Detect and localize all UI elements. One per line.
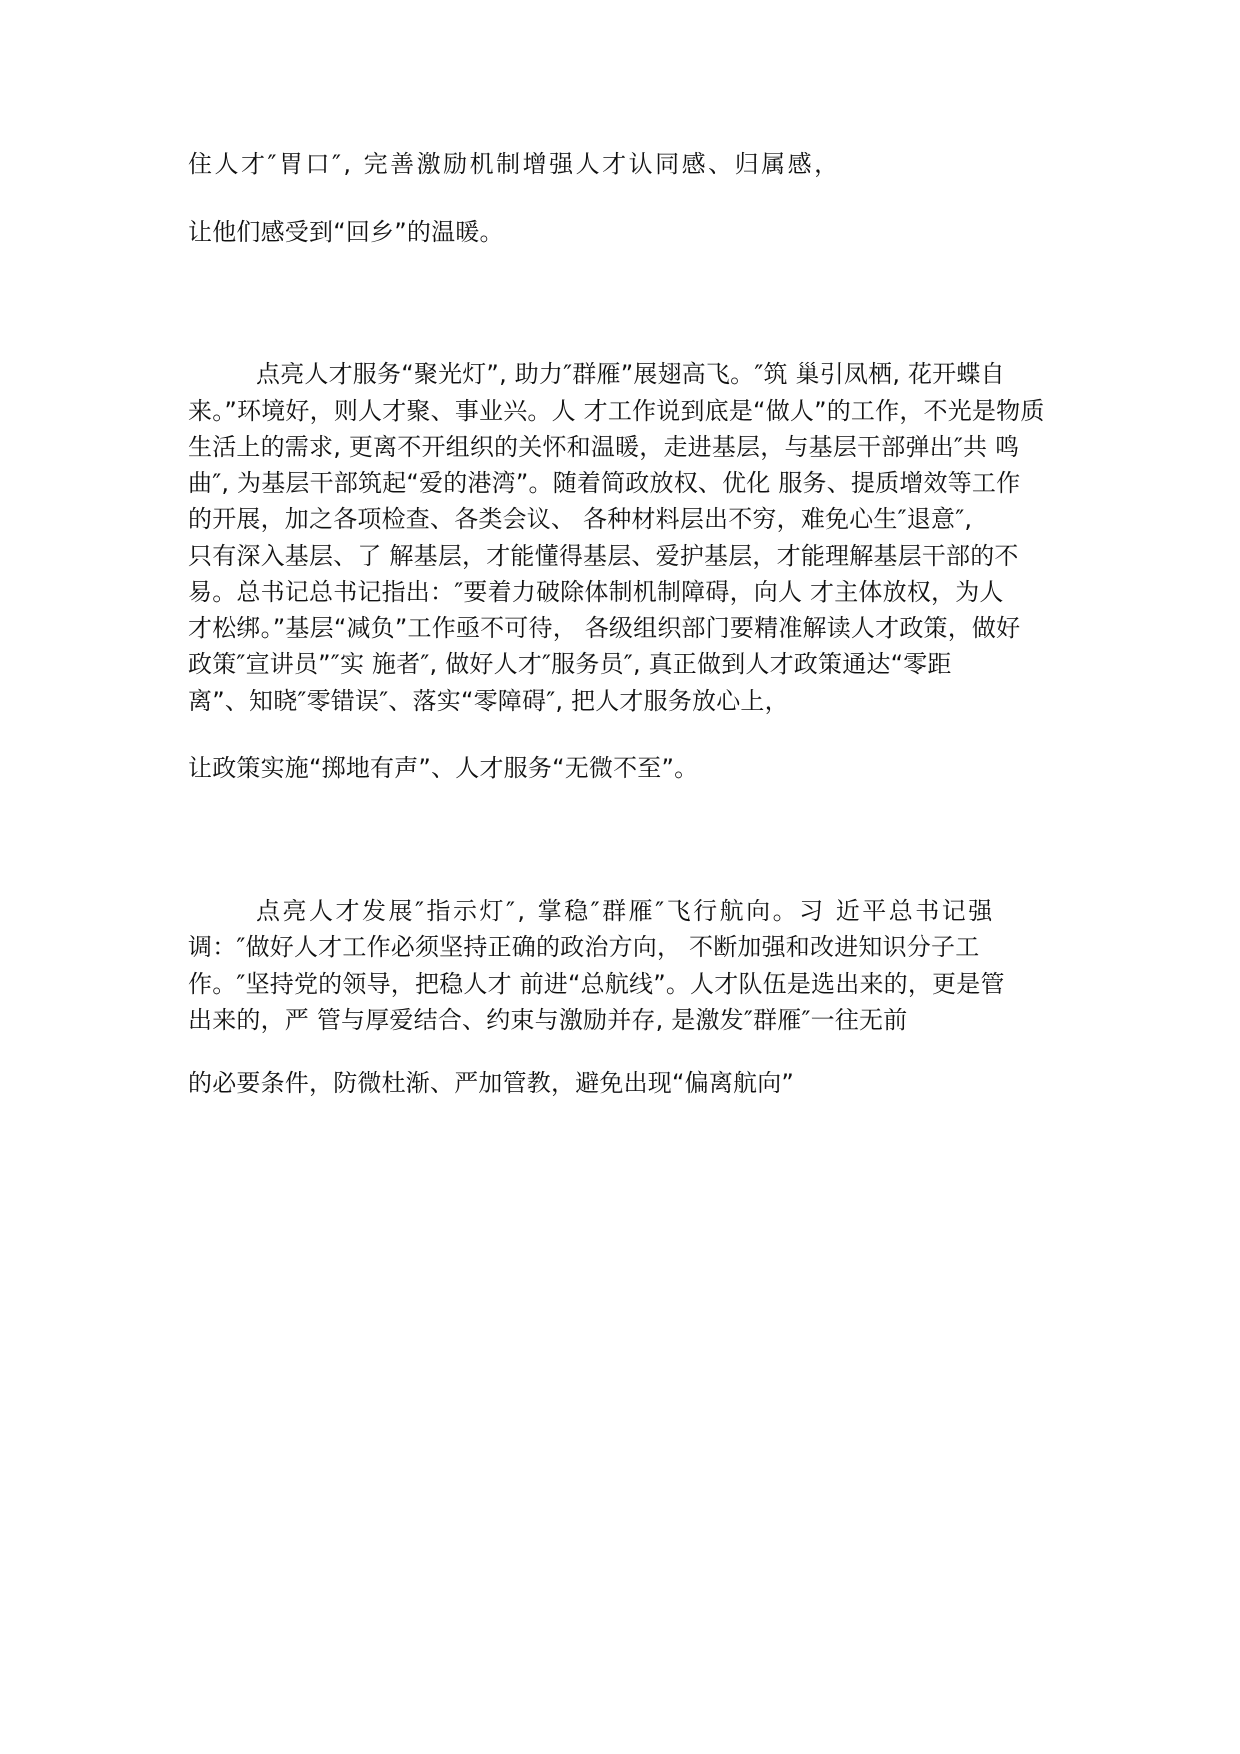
text-line: 作。″坚持党的领导，把稳人才 前进“总航线”。人才队伍是选出来的，更是管	[188, 970, 1005, 998]
text-line: 生活上的需求, 更离不开组织的关怀和温暖，走进基层，与基层干部弹出″共 鸣	[188, 433, 1020, 461]
text-line: 曲″, 为基层干部筑起“爱的港湾”。随着简政放权、优化 服务、提质增效等工作	[188, 469, 1021, 497]
text-line: 的开展，加之各项检查、各类会议、 各种材料层出不穷，难免心生″退意″,	[188, 505, 973, 533]
paragraph-first-line: 点亮人才发展″指示灯″, 掌稳″群雁″飞行航向。习 近平总书记强	[256, 897, 995, 925]
text-line: 让他们感受到“回乡”的温暖。	[188, 218, 504, 246]
text-line: 让政策实施“掷地有声”、人才服务“无微不至”。	[188, 754, 699, 782]
text-line: 的必要条件，防微杜渐、严加管教，避免出现“偏离航向”	[188, 1069, 795, 1097]
text-line: 住人才″胃口″, 完善激励机制增强人才认同感、归属感，	[188, 150, 841, 178]
text-line: 政策″宣讲员”″实 施者″, 做好人才″服务员″, 真正做到人才政策通达“零距	[188, 650, 952, 678]
text-line: 只有深入基层、了 解基层，才能懂得基层、爱护基层，才能理解基层干部的不	[188, 542, 1019, 570]
text-line: 易。总书记总书记指出：″要着力破除体制机制障碍，向人 才主体放权，为人	[188, 578, 1004, 606]
paragraph-first-line: 点亮人才服务“聚光灯”, 助力″群雁”展翅高飞。″筑 巢引凤栖, 花开蝶自	[256, 360, 1005, 388]
text-line: 出来的，严 管与厚爱结合、约束与激励并存, 是激发″群雁″一往无前	[188, 1006, 908, 1034]
text-line: 离”、知晓″零错误″、落实“零障碍″, 把人才服务放心上，	[188, 687, 789, 715]
text-line: 来。”环境好，则人才聚、事业兴。人 才工作说到底是“做人”的工作，不光是物质	[188, 397, 1045, 425]
text-line: 调：″做好人才工作必须坚持正确的政治方向， 不断加强和改进知识分子工	[188, 933, 980, 961]
text-line: 才松绑。”基层“减负”工作亟不可待， 各级组织部门要精准解读人才政策，做好	[188, 614, 1021, 642]
